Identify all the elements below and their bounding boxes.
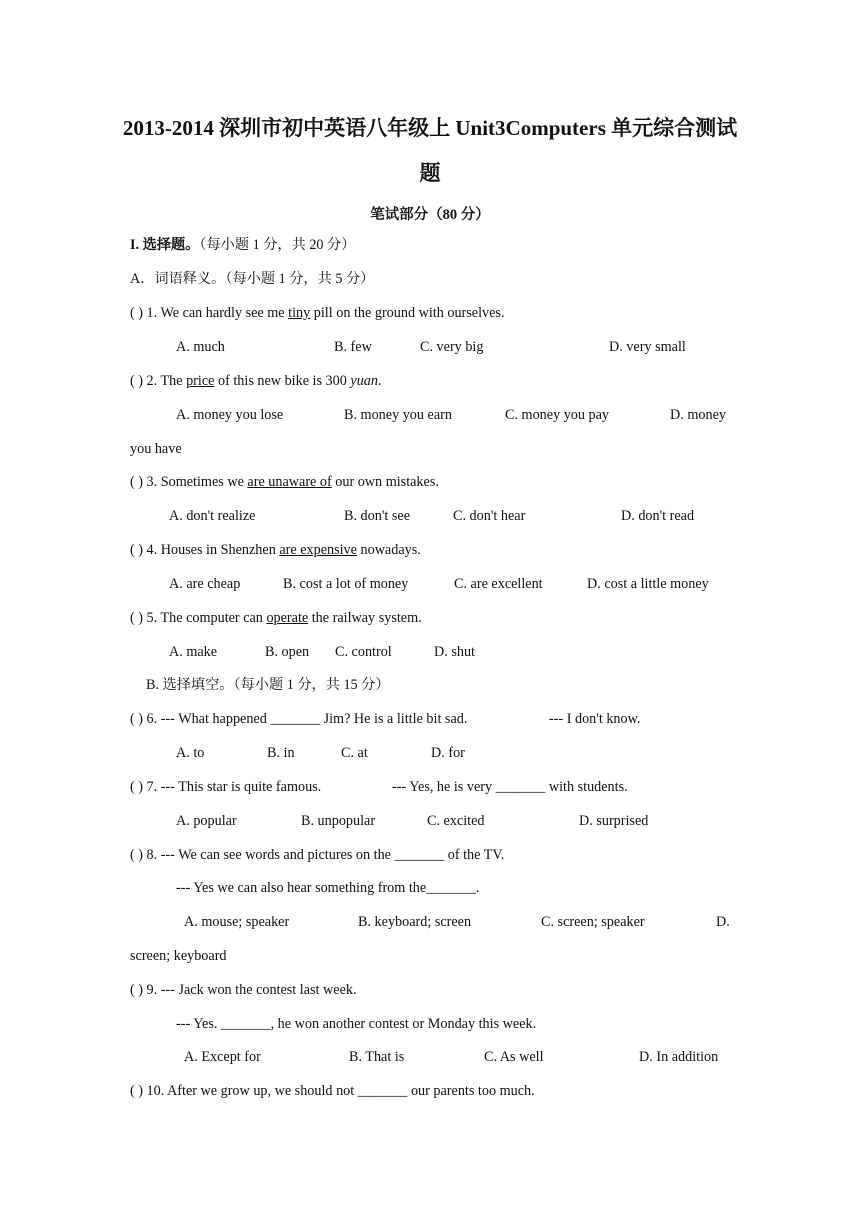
option-b: B. open [265,644,310,660]
option-d: D. surprised [579,813,649,829]
option-b: B. don't see [344,508,410,524]
option-d: D. money [670,407,726,423]
option-a: A. make [169,644,218,660]
option-d: D. for [431,745,465,761]
option-c: C. excited [427,813,485,829]
option-d: D. cost a little money [587,576,709,592]
question-7-reply: --- Yes, he is very _______ with students. [392,779,628,795]
option-b: B. money you earn [344,407,452,423]
option-b: B. keyboard; screen [358,914,472,930]
option-b: B. in [267,745,295,761]
option-a: A. mouse; speaker [184,914,290,930]
option-c: C. don't hear [453,508,526,524]
question-6: ( ) 6. --- What happened _______ Jim? He is a little bit sad. [130,711,468,727]
option-c: C. screen; speaker [541,914,645,930]
option-d: D. very small [609,339,686,355]
option-b: B. unpopular [301,813,376,829]
option-a: A. money you lose [176,407,284,423]
question-9: ( ) 9. --- Jack won the contest last week. [130,982,357,998]
part-a-heading: A．词语释义。（每小题 1 分，共 5 分） [130,271,375,287]
option-b: B. cost a lot of money [283,576,409,592]
section-label: I. 选择题。 [130,237,200,253]
page-title-continued: 题 [419,161,441,185]
underlined-word: price [186,373,215,389]
option-a: A. to [176,745,205,761]
question-1: ( ) 1. We can hardly see me tiny pill on the ground with ourselves. [130,305,505,321]
underlined-word: tiny [288,305,311,321]
option-a: A. Except for [184,1049,261,1065]
option-c: C. As well [484,1049,544,1065]
option-d: D. don't read [621,508,695,524]
option-c: C. are excellent [454,576,543,592]
option-d: D. [716,914,730,930]
underlined-word: are expensive [279,542,357,558]
option-d-continued: screen; keyboard [130,948,227,964]
question-8-reply: --- Yes we can also hear something from the_______. [176,880,480,896]
option-b: B. few [334,339,372,355]
option-d: D. In addition [639,1049,719,1065]
option-a: A. much [176,339,225,355]
question-3: ( ) 3. Sometimes we are unaware of our own mistakes. [130,474,439,490]
question-2: ( ) 2. The price of this new bike is 300 yuan. [130,373,382,389]
section-heading [130,238,355,252]
question-9-reply: --- Yes. _______, he won another contest or Monday this week. [176,1016,537,1032]
page-title: 2013-2014 深圳市初中英语八年级上 Unit3Computers 单元综合测试 [122,116,738,140]
question-8: ( ) 8. --- We can see words and pictures on the _______ of the TV. [130,847,505,863]
option-a: A. popular [176,813,237,829]
question-4: ( ) 4. Houses in Shenzhen are expensive nowadays. [130,542,421,558]
question-7: ( ) 7. --- This star is quite famous. [130,779,322,795]
option-c: C. control [335,644,392,660]
question-6-reply: --- I don't know. [549,711,641,727]
option-c: C. very big [420,339,484,355]
option-a: A. don't realize [169,508,256,524]
option-d-continued: you have [130,441,182,457]
section-subtitle: 笔试部分（80 分） [370,207,490,223]
option-c: C. money you pay [505,407,610,423]
question-5: ( ) 5. The computer can operate the railway system. [130,610,422,626]
option-d: D. shut [434,644,475,660]
option-a: A. are cheap [169,576,241,592]
option-c: C. at [341,745,368,761]
underlined-word: are unaware of [247,474,332,490]
section-note: （每小题 1 分，共 20 分） [199,237,356,253]
option-b: B. That is [349,1049,405,1065]
underlined-word: operate [266,610,309,626]
question-10: ( ) 10. After we grow up, we should not _______ our parents too much. [130,1083,535,1099]
part-b-heading: B. 选择填空。（每小题 1 分，共 15 分） [146,677,390,693]
